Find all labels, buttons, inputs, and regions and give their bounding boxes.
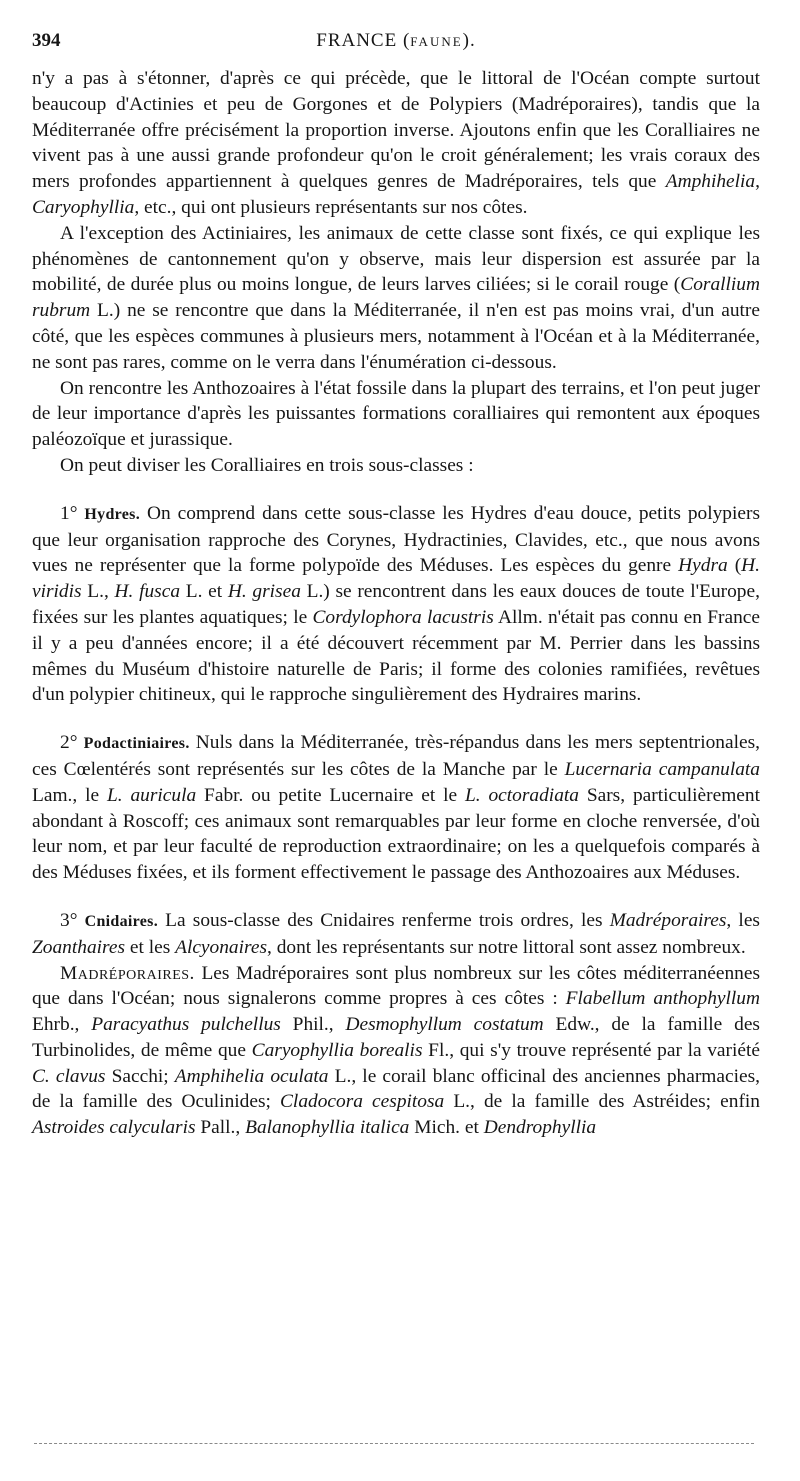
text-run: n'y a pas à s'étonner, d'après ce qui précède, que le littoral de l'Océan compte surtout beaucoup d'Actinies et peu de Gorgones et de Polypiers (Madréporaires), tandis que la Méditerranée offre précisément la proportion inverse. Ajoutons enfin que les Coralliaires ne vivent pas à une aussi grande profondeur qu'on le croit généralement; les vrais coraux des mers profondes appartiennent à quelques genres de Madréporaires, tels que bbox=[32, 68, 760, 193]
text-run: Sacchi; bbox=[105, 1065, 175, 1087]
text-run: Allm. n'était pas connu en France il y a peu d'années encore; il a été découvert récemment par M. Perrier dans les bassins mêmes du Muséum d'histoire naturelle de Paris; il forme des colonies ramifiées, revêtues d'un polypier chitineux, qui le rapproche singulièrement des Hydraires marins. bbox=[32, 606, 760, 706]
text-run: Ehrb., bbox=[32, 1014, 92, 1036]
text-run: Les Madréporaires sont plus nombreux sur les côtes méditerranéennes que dans l'Océan; nous signalerons comme propres à ces côtes : bbox=[32, 962, 760, 1010]
taxon-name: Cladocora cespitosa bbox=[280, 1091, 445, 1113]
taxon-name: C. clavus bbox=[32, 1065, 106, 1087]
text-run: L., de la famille des Astréides; enfin bbox=[444, 1091, 760, 1113]
text-run: Fl., qui s'y trouve représenté par la variété bbox=[422, 1039, 760, 1061]
section-madreporaires bbox=[32, 961, 760, 1142]
section-podactiniaires bbox=[32, 730, 760, 886]
text-run: L.) se rencontrent dans les eaux douces de toute l'Europe, fixées sur les plantes aquatiques; le bbox=[32, 581, 760, 628]
text-run: Lam., le bbox=[32, 784, 107, 806]
section-cnidaires bbox=[32, 908, 760, 961]
taxon-name: Zoanthaires bbox=[32, 936, 126, 958]
text-run: L. et bbox=[180, 581, 228, 603]
text-run: Pall., bbox=[195, 1117, 246, 1139]
text-run: et les bbox=[125, 936, 176, 958]
taxon-name: Alcyonaires bbox=[175, 936, 267, 958]
taxon-name: Caryophyllia borealis bbox=[251, 1039, 423, 1061]
paragraph-2 bbox=[32, 221, 760, 376]
text-run: Edw., de la famille des Turbinolides, de même que bbox=[32, 1014, 760, 1061]
taxon-name: Amphihelia oculata bbox=[174, 1065, 329, 1087]
text-run: A l'exception des Actiniaires, les animaux de cette classe sont fixés, ce qui explique les phénomènes de cantonnement qu'on y observe, mais leur dispersion est assurée par la mobilité, de durée plus ou moins longue, de leurs larves ciliées; si le corail rouge ( bbox=[32, 222, 760, 296]
paragraph-1 bbox=[32, 66, 760, 221]
text-run: , les bbox=[726, 909, 760, 931]
text-run: L., le corail blanc officinal des anciennes pharmacies, de la famille des Oculinides; bbox=[32, 1065, 760, 1113]
taxon-name: Dendrophyllia bbox=[483, 1117, 597, 1139]
text-run: Fabr. ou petite Lucernaire et le bbox=[196, 784, 465, 806]
taxon-name: Caryophyllia bbox=[32, 196, 135, 218]
taxon-name: Desmophyllum costatum bbox=[345, 1014, 544, 1036]
running-title-end: ). bbox=[462, 30, 476, 51]
text-run: L., bbox=[81, 581, 115, 603]
text-run: La sous-classe des Cnidaires renferme trois ordres, les bbox=[158, 909, 610, 931]
text-run: Nuls dans la Méditerranée, très-répandus dans les mers septentrionales, ces Cœlentérés sont représentés sur les côtes de la Manche par le bbox=[32, 732, 760, 780]
section-heading: Madréporaires. bbox=[60, 962, 195, 984]
paragraph-4: On peut diviser les Coralliaires en trois sous-classes : bbox=[60, 454, 474, 476]
section-heading: Hydres. bbox=[84, 505, 140, 523]
running-title-main: FRANCE ( bbox=[316, 30, 411, 51]
taxon-name: Madréporaires bbox=[609, 909, 727, 931]
taxon-name: Hydra bbox=[678, 555, 728, 577]
taxon-name: Amphihelia bbox=[665, 171, 756, 193]
taxon-name: Paracyathus pulchellus bbox=[91, 1014, 281, 1036]
text-run: Phil., bbox=[280, 1014, 346, 1036]
taxon-name: Cordylophora lacustris bbox=[312, 606, 494, 628]
section-number: 2° bbox=[60, 732, 84, 754]
taxon-name: Flabellum anthophyllum bbox=[565, 988, 760, 1010]
taxon-name: H. grisea bbox=[227, 581, 301, 603]
page-number: 394 bbox=[32, 30, 61, 51]
text-run: , bbox=[755, 171, 760, 193]
taxon-name: L. auricula bbox=[106, 784, 197, 806]
page-header bbox=[32, 30, 760, 60]
text-run: , etc., qui ont plusieurs représentants sur nos côtes. bbox=[134, 196, 528, 218]
text-run: Sars, particulièrement abondant à Roscoff; ces animaux sont remarquables par leur forme en cloche renversée, d'où leur nom, et par leur faculté de reproduction extraordinaire; on les a quelquefois comparés à des Méduses fixées, et ils forment effectivement le passage des Anthozoaires aux Méduses. bbox=[32, 784, 760, 884]
taxon-name: Corallium rubrum bbox=[32, 274, 760, 322]
taxon-name: Lucernaria campanulata bbox=[564, 758, 760, 780]
text-run: ( bbox=[727, 555, 742, 577]
section-number: 1° bbox=[60, 502, 85, 524]
taxon-name: H. fusca bbox=[114, 581, 181, 603]
running-title-small: FAUNE bbox=[410, 34, 463, 49]
taxon-name: L. octoradiata bbox=[464, 784, 579, 806]
body-text bbox=[32, 66, 760, 1141]
section-heading: Podactiniaires. bbox=[83, 735, 190, 753]
section-heading: Cnidaires. bbox=[84, 912, 159, 930]
text-run: Mich. et bbox=[409, 1117, 484, 1139]
paragraph-3: On rencontre les Anthozoaires à l'état fossile dans la plupart des terrains, et l'on peut juger de leur importance d'après les puissantes formations coralliaires qui remontent aux époques paléozoïque et jurassique. bbox=[32, 377, 760, 451]
taxon-name: Balanophyllia italica bbox=[245, 1117, 410, 1139]
section-number: 3° bbox=[60, 909, 85, 931]
running-title bbox=[32, 30, 760, 52]
section-hydres bbox=[32, 501, 760, 708]
text-run: , dont les représentants sur notre littoral sont assez nombreux. bbox=[267, 936, 746, 958]
text-run: On comprend dans cette sous-classe les Hydres d'eau douce, petits polypiers que leur organisation rapproche des Corynes, Hydractinies, Clavides, etc., que nous avons vues ne représenter que la forme polypoïde des Méduses. Les espèces du genre bbox=[32, 502, 760, 577]
taxon-name: H. viridis bbox=[32, 555, 761, 603]
taxon-name: Astroides calycularis bbox=[32, 1117, 196, 1139]
footer-rule bbox=[34, 1443, 754, 1444]
text-run: L.) ne se rencontre que dans la Méditerranée, il n'en est pas moins vrai, d'un autre côté, que les espèces communes à plusieurs mers, notamment à l'Océan et à la Méditerranée, ne sont pas rares, comme on le verra dans l'énumération ci-dessous. bbox=[32, 300, 760, 373]
